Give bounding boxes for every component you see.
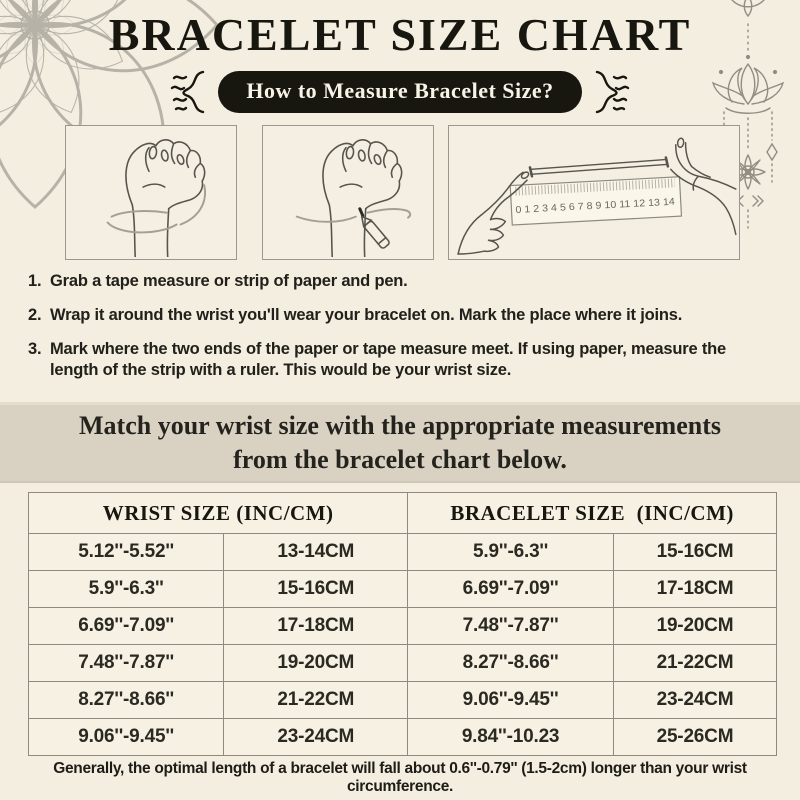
bracelet-size-header: BRACELET SIZE (INC/CM) xyxy=(408,493,777,534)
cell: 9.06''-9.45'' xyxy=(29,719,224,756)
step-3-text: Mark where the two ends of the paper or tape measure meet. If using paper, measure the length of the strip with a ruler. This would be your wrist size. xyxy=(50,339,726,380)
step-3-number: 3. xyxy=(28,339,42,358)
match-instruction-line2: from the bracelet chart below. xyxy=(233,445,567,474)
ruler-numbers: 0 1 2 3 4 5 6 7 8 9 10 11 12 13 14 xyxy=(515,197,663,216)
flourish-left-icon xyxy=(170,68,208,116)
cell: 19-20CM xyxy=(613,608,776,645)
table-row xyxy=(29,682,777,719)
cell: 19-20CM xyxy=(224,645,408,682)
step-1-number: 1. xyxy=(28,272,42,290)
cell: 21-22CM xyxy=(613,645,776,682)
table-row xyxy=(29,608,777,645)
table-row xyxy=(29,571,777,608)
cell: 7.48''-7.87'' xyxy=(29,645,224,682)
cell: 23-24CM xyxy=(224,719,408,756)
cell: 17-18CM xyxy=(613,571,776,608)
cell: 9.84''-10.23 xyxy=(408,719,614,756)
step-1 xyxy=(28,271,776,293)
step-2 xyxy=(28,305,776,327)
cell: 17-18CM xyxy=(224,608,408,645)
illustration-mark-pen xyxy=(262,125,434,260)
table-header-row xyxy=(29,493,777,534)
page-title: BRACELET SIZE CHART xyxy=(108,9,692,60)
table-row xyxy=(29,534,777,571)
measuring-steps xyxy=(28,271,776,394)
cell: 13-14CM xyxy=(224,534,408,571)
table-row xyxy=(29,719,777,756)
cell: 5.9''-6.3'' xyxy=(29,571,224,608)
table-row xyxy=(29,645,777,682)
cell: 21-22CM xyxy=(224,682,408,719)
flourish-right-icon xyxy=(592,68,630,116)
banner-row xyxy=(0,68,800,116)
cell: 6.69''-7.09'' xyxy=(408,571,614,608)
how-to-measure-banner: How to Measure Bracelet Size? xyxy=(218,71,581,113)
footer-note: Generally, the optimal length of a bracelet will fall about 0.6''-0.79'' (1.5-2cm) longer than your wrist circumference. xyxy=(53,760,747,795)
cell: 15-16CM xyxy=(613,534,776,571)
step-2-text: Wrap it around the wrist you'll wear your bracelet on. Mark the place where it joins. xyxy=(50,305,683,324)
illustration-wrap-tape xyxy=(65,125,237,260)
illustration-ruler xyxy=(448,125,740,260)
cell: 7.48''-7.87'' xyxy=(408,608,614,645)
step-2-number: 2. xyxy=(28,305,42,324)
wrist-size-header: WRIST SIZE (INC/CM) xyxy=(29,493,408,534)
cell: 5.9''-6.3'' xyxy=(408,534,614,571)
cell: 8.27''-8.66'' xyxy=(408,645,614,682)
cell: 8.27''-8.66'' xyxy=(29,682,224,719)
size-table xyxy=(28,492,777,756)
match-instruction-line1: Match your wrist size with the appropriate measurements xyxy=(79,411,721,441)
match-instruction-band xyxy=(0,402,800,483)
cell: 5.12''-5.52'' xyxy=(29,534,224,571)
step-1-text: Grab a tape measure or strip of paper and pen. xyxy=(50,272,408,290)
cell: 25-26CM xyxy=(613,719,776,756)
cell: 9.06''-9.45'' xyxy=(408,682,614,719)
cell: 23-24CM xyxy=(613,682,776,719)
cell: 6.69''-7.09'' xyxy=(29,608,224,645)
step-3 xyxy=(28,339,776,383)
cell: 15-16CM xyxy=(224,571,408,608)
